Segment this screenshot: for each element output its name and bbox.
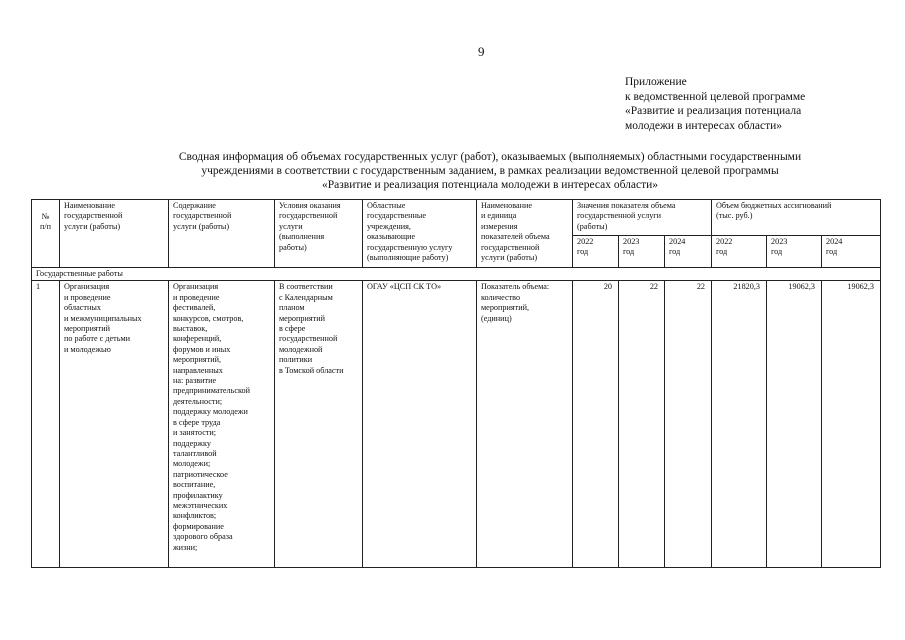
row-institution: ОГАУ «ЦСП СК ТО»	[363, 281, 477, 568]
row-service-content: Организация и проведение фестивалей, конкурсов, смотров, выставок, конференций, форумов и иных мероприятий, направленных на: развитие предпринимательской деятельности; поддержку молодежи в сфере труда и занятости; поддержку талантливой молодежи; патриотическое воспитание, профилактику межэтнических конфликтов; формирование здорового образа жизни;	[169, 281, 275, 568]
row-indicator: Показатель объема: количество мероприятий, (единиц)	[477, 281, 573, 568]
row-service-name: Организация и проведение областных и межмуниципальных мероприятий по работе с детьми и молодежью	[60, 281, 169, 568]
row-budget-2022: 21820,3	[712, 281, 767, 568]
header-indicator: Наименование и единица измерения показателей объема государственной услуги (работы)	[477, 200, 573, 268]
header-budget-group: Объем бюджетных ассигнований (тыс. руб.)	[712, 200, 881, 236]
services-table	[31, 199, 881, 568]
title-line: «Развитие и реализация потенциала молодежи в интересах области»	[321, 179, 659, 191]
title-line: учреждениями в соответствии с государственным заданием, в рамках реализации ведомственной целевой программы	[201, 165, 779, 177]
appendix-line: «Развитие и реализация потенциала	[625, 105, 802, 117]
header-year-values-2022: 2022 год	[573, 236, 619, 268]
appendix-line: молодежи в интересах области»	[625, 119, 783, 132]
row-budget-2024: 19062,3	[822, 281, 881, 568]
table-row	[32, 281, 881, 568]
row-conditions: В соответствии с Календарным планом мероприятий в сфере государственной молодежной политики в Томской области	[275, 281, 363, 568]
header-conditions: Условия оказания государственной услуги (выполнения работы)	[275, 200, 363, 268]
document-title	[70, 150, 905, 192]
header-institutions: Областные государственные учреждения, оказывающие государственную услугу (выполняющие работу)	[363, 200, 477, 268]
header-values-group: Значения показателя объема государственной услуги (работы)	[573, 200, 712, 236]
page-number: 9	[478, 44, 485, 59]
header-year-values-2024: 2024 год	[665, 236, 712, 268]
appendix-line: Приложение	[625, 76, 687, 88]
row-value-2024: 22	[665, 281, 712, 568]
row-num: 1	[32, 281, 60, 568]
appendix-block	[625, 75, 805, 133]
section-label: Государственные работы	[32, 268, 881, 281]
row-value-2022: 20	[573, 281, 619, 568]
row-value-2023: 22	[619, 281, 665, 568]
header-num: № п/п	[32, 200, 60, 268]
row-budget-2023: 19062,3	[767, 281, 822, 568]
title-line: Сводная информация об объемах государственных услуг (работ), оказываемых (выполняемых) областными государственными	[178, 151, 802, 163]
header-year-budget-2023: 2023 год	[767, 236, 822, 268]
header-year-budget-2024: 2024 год	[822, 236, 881, 268]
appendix-line: к ведомственной целевой программе	[625, 90, 806, 103]
header-service-name: Наименование государственной услуги (работы)	[60, 200, 169, 268]
header-year-values-2023: 2023 год	[619, 236, 665, 268]
header-year-budget-2022: 2022 год	[712, 236, 767, 268]
header-service-content: Содержание государственной услуги (работы)	[169, 200, 275, 268]
